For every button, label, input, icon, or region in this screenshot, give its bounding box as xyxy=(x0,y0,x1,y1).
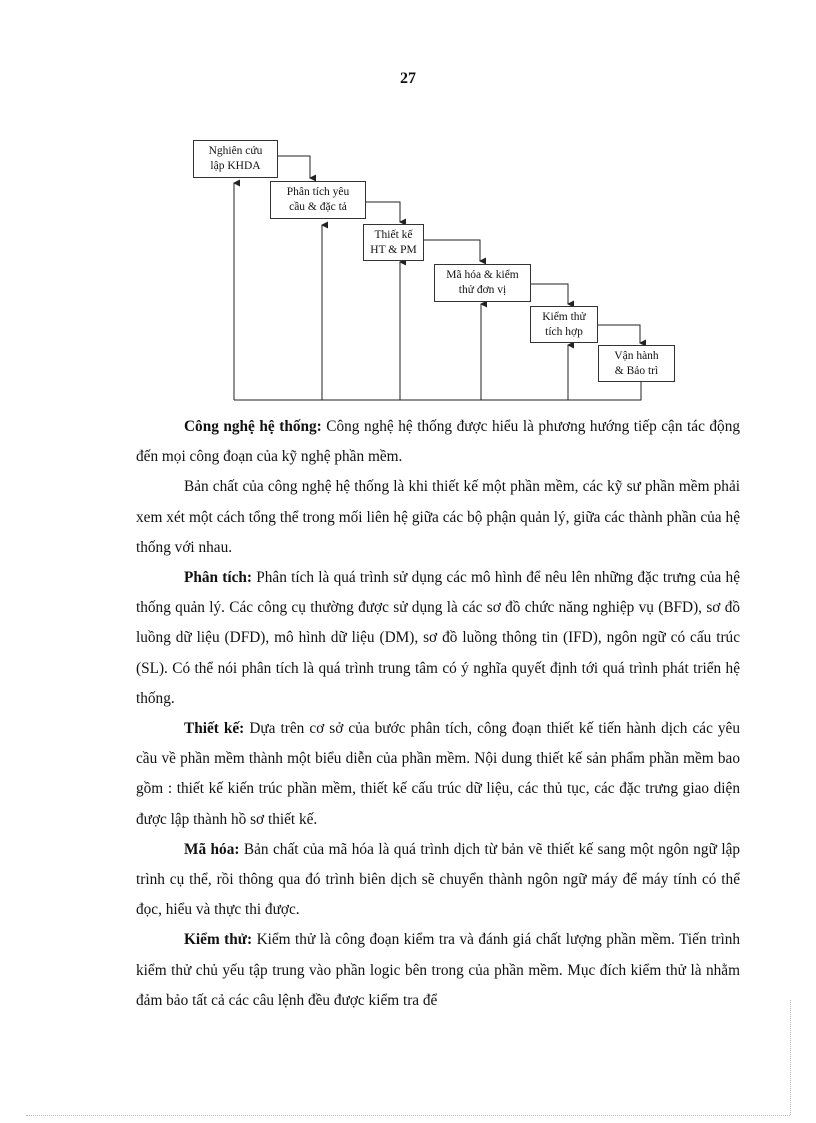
step-label: Phân tích yêu xyxy=(286,186,350,198)
paragraph-system-engineering-essence xyxy=(136,472,740,563)
step-design xyxy=(363,224,424,261)
step-label: Nghiên cứu xyxy=(208,145,263,157)
paragraph-heading: Mã hóa: xyxy=(184,840,240,858)
paragraph-text: Công nghệ hệ thống được hiểu là phương hướng tiếp cận tác động đến mọi công đoạn của kỹ nghệ phần mềm. xyxy=(136,418,741,466)
paragraph-heading: Công nghệ hệ thống: xyxy=(184,418,322,435)
paragraph-text: Dựa trên cơ sở của bước phân tích, công đoạn thiết kế tiến hành dịch các yêu cầu về phần mềm thành một biểu diễn của phần mềm. Nội dung thiết kế sản phẩm phần mềm bao gồm : thiết kế kiến trúc phần mềm, thiết kế cấu trúc dữ liệu, các thủ tục, các đặc trưng giao diện được lập thành hồ sơ thiết kế. xyxy=(136,720,740,828)
body-text xyxy=(136,412,740,1016)
arrow-1-to-2 xyxy=(278,156,310,178)
step-label: & Bảo trì xyxy=(614,364,659,377)
step-label: thử đơn vị xyxy=(458,284,507,296)
step-label: Kiểm thử xyxy=(542,310,586,323)
feedback-line xyxy=(234,382,641,400)
paragraph-testing xyxy=(136,925,740,1016)
paragraph-analysis xyxy=(136,563,740,714)
step-label: lập KHDA xyxy=(210,160,261,172)
step-label: cầu & đặc tả xyxy=(289,201,347,213)
arrow-5-to-6 xyxy=(598,325,640,343)
paragraph-text: Bản chất của mã hóa là quá trình dịch từ bản vẽ thiết kế sang một ngôn ngữ lập trình cụ thể, rồi thông qua đó trình biên dịch sẽ chuyển thành ngôn ngữ máy để máy tính có thể đọc, hiểu và thực thi được. xyxy=(136,840,741,919)
step-operation-maintenance xyxy=(598,345,675,382)
paragraph-system-engineering xyxy=(136,412,740,472)
page-right-border xyxy=(790,1000,791,1115)
step-label: HT & PM xyxy=(370,243,417,256)
step-label: Thiết kế xyxy=(374,228,413,241)
paragraph-text: Phân tích là quá trình sử dụng các mô hình để nêu lên những đặc trưng của hệ thống quản lý. Các công cụ thường được sử dụng là các sơ đồ chức năng nghiệp vụ (BFD), sơ đồ luồng dữ liệu (DFD), mô hình dữ liệu (DM), sơ đồ luồng thông tin (IFD), ngôn ngữ có cấu trúc (SL). Có thể nói phân tích là quá trình trung tâm có ý nghĩa quyết định tới quá trình phát triển hệ thống. xyxy=(136,569,740,707)
step-label: Mã hóa & kiểm xyxy=(446,269,519,281)
step-research-planning xyxy=(193,140,278,178)
paragraph-coding xyxy=(136,835,740,926)
paragraph-design xyxy=(136,714,740,835)
paragraph-heading: Thiết kế: xyxy=(184,720,245,738)
page-number: 27 xyxy=(400,70,416,87)
paragraph-heading: Phân tích: xyxy=(184,569,252,587)
step-coding-unit-test xyxy=(434,264,531,302)
step-label: tích hợp xyxy=(545,325,583,338)
step-label: Vận hành xyxy=(614,349,659,362)
paragraph-text: Bản chất của công nghệ hệ thống là khi thiết kế một phần mềm, các kỹ sư phần mềm phải xem xét một cách tổng thể trong mối liên hệ giữa các bộ phận quản lý, giữa các thành phần của hệ thống với nhau. xyxy=(136,478,740,556)
step-requirements-analysis xyxy=(270,181,366,219)
waterfall-diagram xyxy=(0,0,816,420)
arrow-4-to-5 xyxy=(531,284,568,304)
paragraph-text: Kiểm thử là công đoạn kiểm tra và đánh giá chất lượng phần mềm. Tiến trình kiểm thử chủ yếu tập trung vào phần logic bên trong của phần mềm. Mục đích kiểm thử là nhằm đảm bảo tất cả các câu lệnh đều được kiểm tra để xyxy=(136,931,740,1009)
step-integration-test xyxy=(530,306,598,343)
paragraph-heading: Kiểm thử: xyxy=(184,931,253,949)
page-bottom-border xyxy=(26,1115,790,1116)
arrow-2-to-3 xyxy=(366,202,400,222)
arrow-3-to-4 xyxy=(424,240,480,261)
